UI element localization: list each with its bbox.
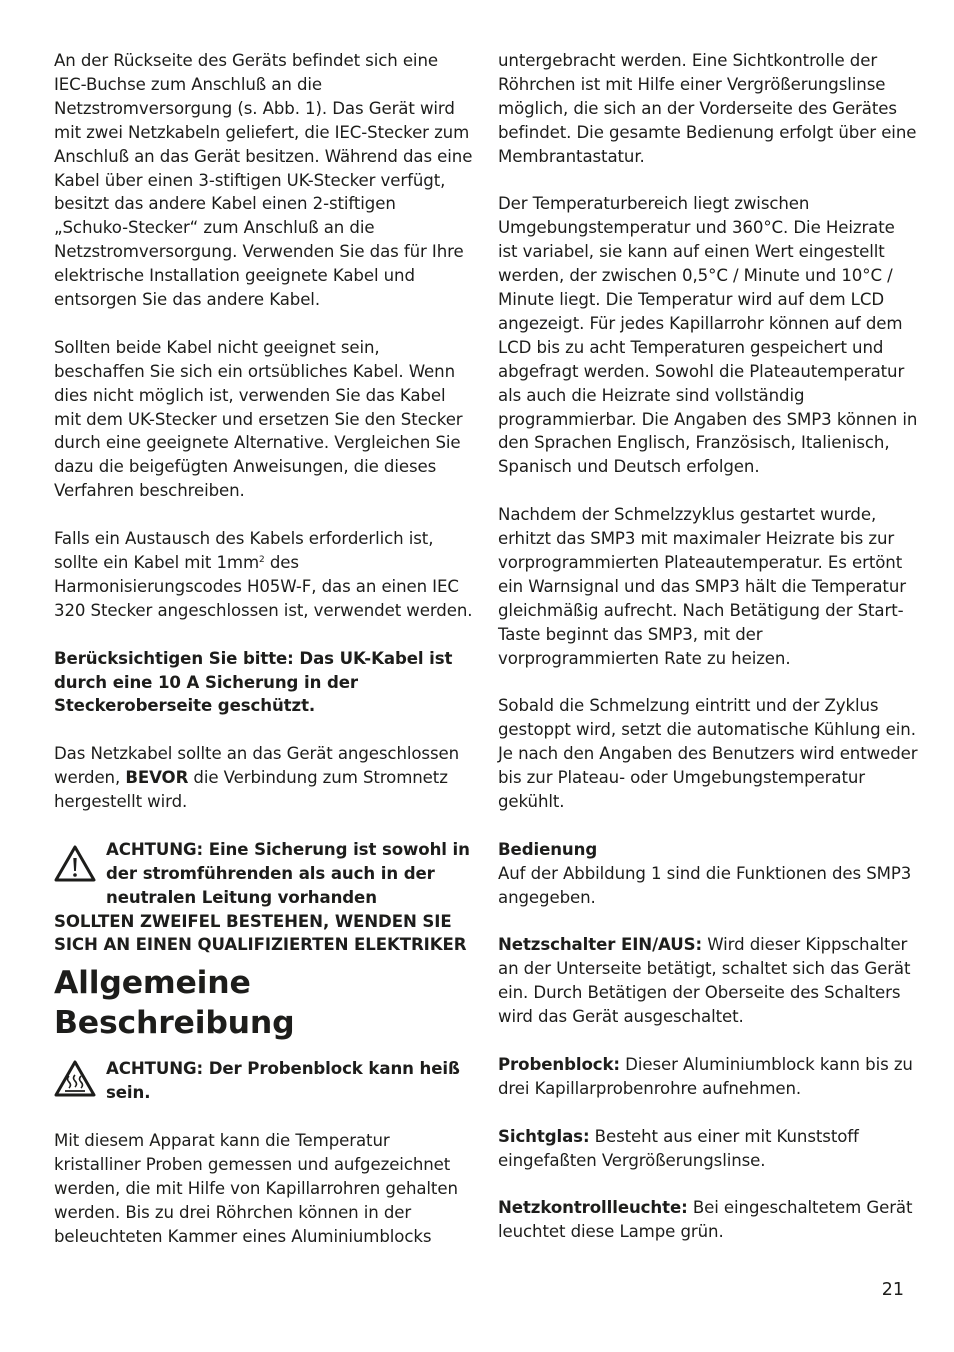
fuse-warning-text: ACHTUNG: Eine Sicherung ist sowohl in der stromführenden als auch in der neutralen Leitung vorhanden (106, 839, 470, 907)
paragraph-operation: Bedienung Auf der Abbildung 1 sind die Funktionen des SMP3 angegeben. (498, 839, 912, 907)
right-column (498, 49, 918, 1268)
paragraph-apparatus: Mit diesem Apparat kann die Temperatur kristalliner Proben gemessen und aufgezeichnet werden, die mit Hilfe von Kapillarrohren gehalten werden. Bis zu drei Röhrchen können in der beleuchteten Kammer eines Aluminiumblocks (54, 1131, 458, 1246)
hot-block-warning-text: ACHTUNG: Der Probenblock kann heiß sein. (106, 1059, 460, 1103)
paragraph-power-switch: Netzschalter EIN/AUS: Wird dieser Kippschalter an der Unterseite betätigt, schaltet sich das Gerät ein. Durch Betätigen der Oberseite des Schalters wird das Gerät ausgeschaltet. (498, 935, 911, 1027)
operation-title: Bedienung (498, 839, 598, 859)
fuse-warning (54, 838, 474, 910)
paragraph-cable-replacement: Falls ein Austausch des Kabels erforderlich ist, sollte ein Kabel mit $1mm^2$ des Harmonisierungscodes H05W-F, das an einen IEC 320 Stecker angeschlossen ist, verwendet werden. (54, 529, 473, 620)
electrician-warning: SOLLTEN ZWEIFEL BESTEHEN, WENDEN SIE SICH AN EINEN QUALIFIZIERTEN ELEKTRIKER (54, 911, 467, 955)
paragraph-power-socket: An der Rückseite des Geräts befindet sich eine IEC-Buchse zum Anschluß an die Netzstromversorgung (s. Abb. 1). Das Gerät wird mit zwei Netzkabeln geliefert, die IEC-Stecker zum Anschluß an das Gerät besitzen. Während das eine Kabel über einen 3-stiftigen UK-Stecker verfügt, besitzt das andere Kabel einen 2-stiftigen „Schuko-Stecker“ zum Anschluß an die Netzstromversorgung. Verwenden Sie das für Ihre elektrische Installation geeignete Kabel und entsorgen Sie das andere Kabel. (54, 51, 473, 310)
paragraph-connect-before: Das Netzkabel sollte an das Gerät angeschlossen werden, BEVOR die Verbindung zum Stromnetz hergestellt wird. (54, 744, 460, 812)
paragraph-cable-unsuitable: Sollten beide Kabel nicht geeignet sein, beschaffen Sie sich ein ortsübliches Kabel. Wenn dies nicht möglich ist, verwenden Sie das Kabel mit dem UK-Stecker und ersetzen Sie den Stecker durch eine geeignete Alternative. Vergleichen Sie dazu die beigefügten Anweisungen, die dieses Verfahren beschreiben. (54, 337, 463, 501)
superscript-2: 2 (259, 555, 265, 565)
section-heading: Allgemeine Beschreibung (54, 965, 295, 1042)
paragraph-power-lamp: Netzkontrollleuchte: Bei eingeschaltetem Gerät leuchtet diese Lampe grün. (498, 1198, 913, 1242)
left-column (54, 49, 474, 1272)
hot-block-warning (54, 1057, 474, 1105)
paragraph-sight-glass: Sichtglas: Besteht aus einer mit Kunststoff eingefaßten Vergrößerungslinse. (498, 1126, 859, 1170)
paragraph-melt-cycle: Nachdem der Schmelzzyklus gestartet wurde, erhitzt das SMP3 mit maximaler Heizrate bis zur vorprogrammierten Plateautemperatur. Es ertönt ein Warnsignal und das SMP3 hält die Temperatur gleichmäßig aufrecht. Nach Betätigung der Start-Taste beginnt das SMP3, mit der vorprogrammierten Rate zu heizen. (498, 505, 906, 668)
paragraph-visual-inspection: untergebracht werden. Eine Sichtkontrolle der Röhrchen ist mit Hilfe einer Vergrößerungslinse möglich, die sich an der Vorderseite des Gerätes befindet. Die gesamte Bedienung erfolgt über eine Membrantastatur. (498, 51, 917, 166)
paragraph-cooling: Sobald die Schmelzung eintritt und der Zyklus gestoppt wird, setzt die automatische Kühlung ein. Je nach den Angaben des Benutzers wird entweder bis zur Plateau- oder Umgebungstemperatur gekühlt. (498, 696, 918, 812)
paragraph-temperature-range: Der Temperaturbereich liegt zwischen Umgebungstemperatur und 360°C. Die Heizrate ist variabel, sie kann auf einen Wert eingestellt werden, der zwischen 0,5°C / Minute und 10°C / Minute liegt. Die Temperatur wird auf dem LCD angezeigt. Für jedes Kapillarrohr können auf dem LCD bis zu acht Temperaturen gespeichert und abgefragt werden. Sowohl die Plateautemperatur als auch die Heizrate sind vollständig programmierbar. Die Angaben des SMP3 können in den Sprachen Englisch, Französisch, Italienisch, Spanisch und Deutsch erfolgen. (498, 194, 918, 477)
paragraph-uk-fuse-note: Berücksichtigen Sie bitte: Das UK-Kabel ist durch eine 10 A Sicherung in der Steckeroberseite geschützt. (54, 648, 453, 716)
paragraph-sample-block: Probenblock: Dieser Aluminiumblock kann bis zu drei Kapillarprobenrohre aufnehmen. (498, 1054, 913, 1098)
page-number: 21 (881, 1280, 904, 1300)
hot-surface-icon (54, 1060, 96, 1098)
warning-triangle-icon (54, 845, 96, 883)
